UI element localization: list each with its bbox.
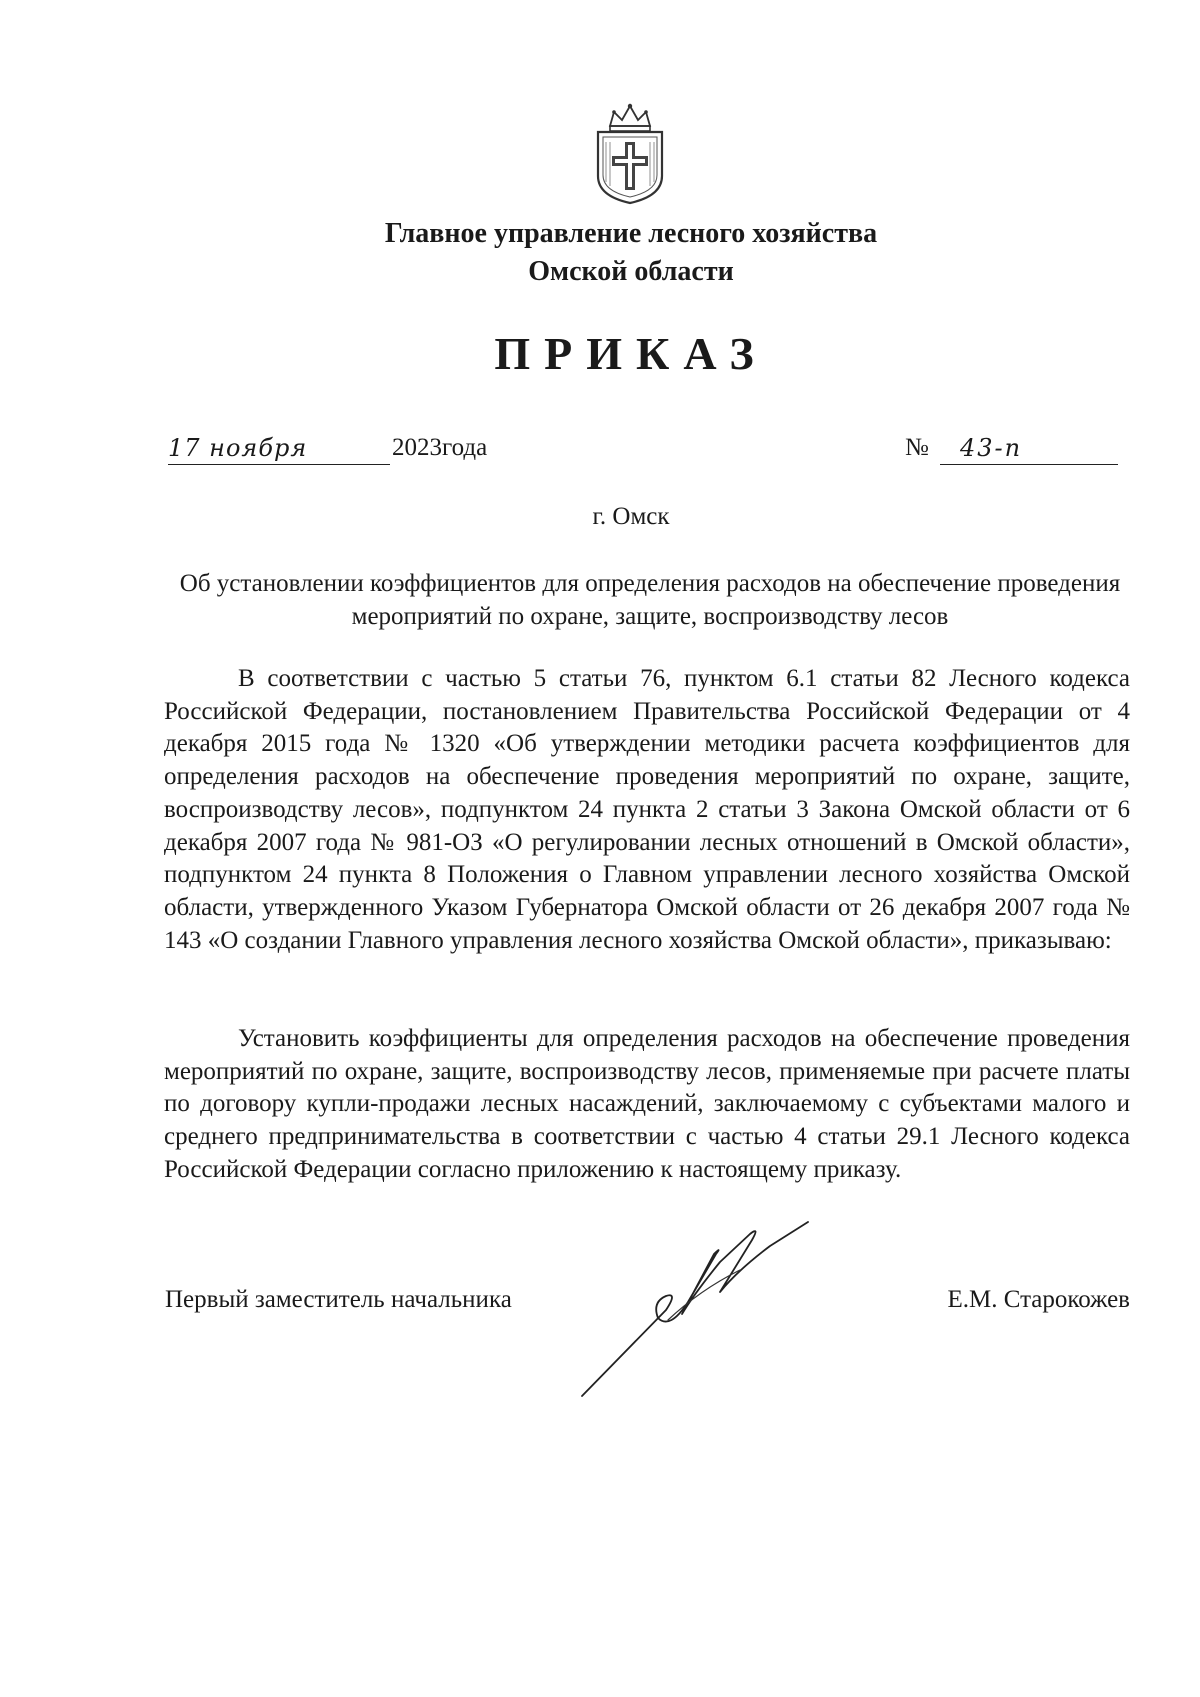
organization-name-line1: Главное управление лесного хозяйства	[384, 218, 878, 249]
order-subject: Об установлении коэффициентов для определения расходов на обеспечение проведения мероприятий по охране, защите, воспроизводству лесов	[179, 570, 1121, 630]
handwritten-signature-icon	[570, 1210, 870, 1410]
order-number-label: №	[905, 434, 929, 461]
date-year: 2023года	[392, 434, 488, 461]
signer-name: Е.М. Старокожев	[947, 1286, 1130, 1313]
handwritten-date: 17 ноября	[168, 432, 390, 465]
body-paragraph-legal-basis: В соответствии с частью 5 статьи 76, пунктом 6.1 статьи 82 Лесного кодекса Российской Федерации, постановлением Правительства Российской Федерации от 4 декабря 2015 года № 1320 «Об утверждении методики расчета коэффициентов для определения расходов на обеспечение проведения мероприятий по охране, защите, воспроизводству лесов», подпунктом 24 пункта 2 статьи 3 Закона Омской области от 6 декабря 2007 года № 981-ОЗ «О регулировании лесных отношений в Омской области», подпунктом 24 пункта 8 Положения о Главном управлении лесного хозяйства Омской области, утвержденного Указом Губернатора Омской области от 26 декабря 2007 года № 143 «О создании Главного управления лесного хозяйства Омской области», приказываю:	[164, 665, 1130, 954]
document-type-title: ПРИКАЗ	[494, 328, 768, 379]
city-line: г. Омск	[592, 503, 670, 530]
organization-name-line2: Омской области	[528, 256, 734, 287]
omsk-coat-of-arms-icon	[588, 102, 672, 206]
body-paragraph-order: Установить коэффициенты для определения расходов на обеспечение проведения мероприятий по охране, защите, воспроизводству лесов, применяемые при расчете платы по договору купли-продажи лесных насаждений, заключаемому с субъектами малого и среднего предпринимательства в соответствии с частью 4 статьи 29.1 Лесного кодекса Российской Федерации согласно приложению к настоящему приказу.	[164, 1025, 1130, 1183]
handwritten-order-number: 43-п	[940, 432, 1118, 465]
signer-position: Первый заместитель начальника	[165, 1286, 512, 1313]
